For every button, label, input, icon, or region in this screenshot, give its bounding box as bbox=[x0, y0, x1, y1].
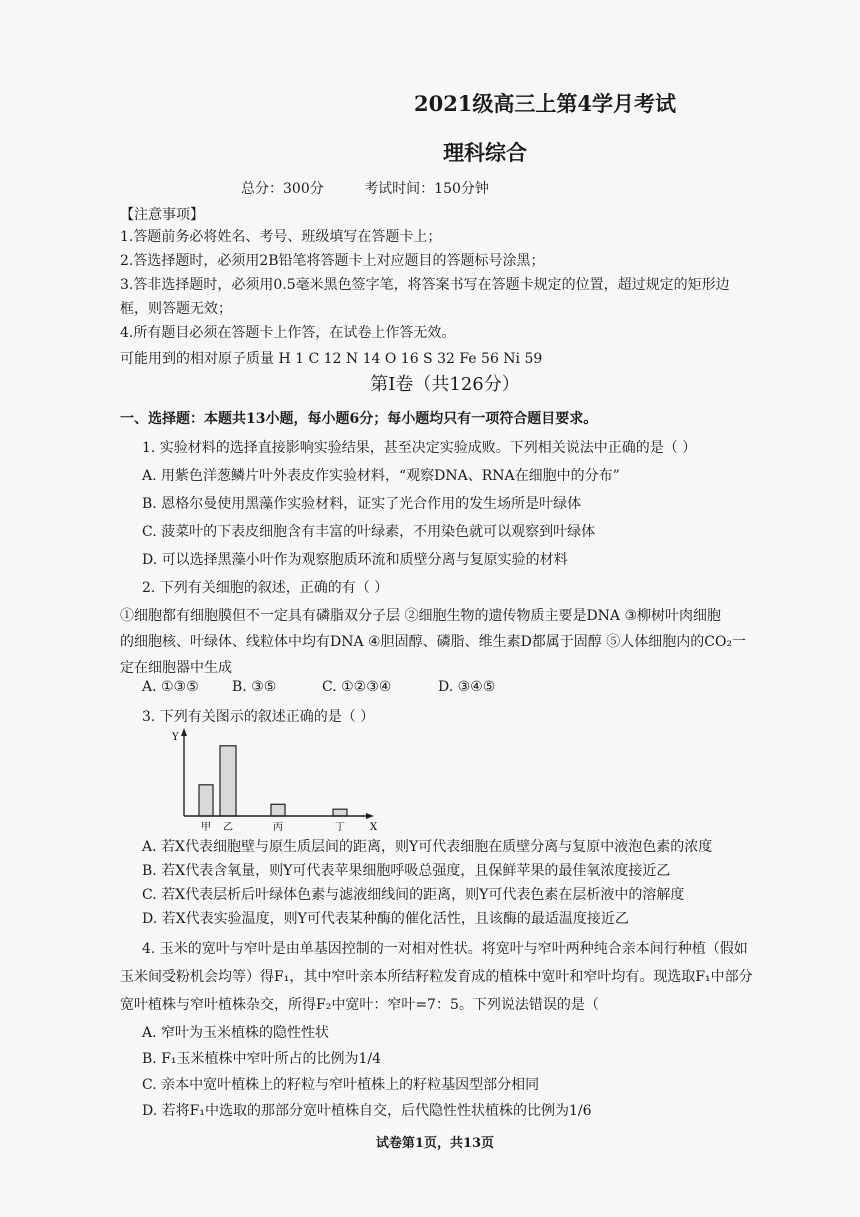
exam-title: 2021级高三上第4学月考试 bbox=[413, 91, 677, 116]
q2-body: ①细胞都有细胞膜但不一定具有磷脂双分子层 ②细胞生物的遗传物质主要是DNA ③柳树叶肉细胞 bbox=[120, 608, 722, 624]
q4-stem: 4. 玉米的宽叶与窄叶是由单基因控制的一对相对性状。将宽叶与窄叶两种纯合亲本间行种植（假如 bbox=[142, 941, 748, 957]
section-instruction: 一、选择题：本题共13小题，每小题6分；每小题均只有一项符合题目要求。 bbox=[120, 411, 598, 427]
bar-2 bbox=[220, 746, 236, 816]
q1-stem: 1. 实验材料的选择直接影响实验结果，甚至决定实验成败。下列相关说法中正确的是（ ） bbox=[142, 440, 697, 456]
atomic-masses: 可能用到的相对原子质量 H 1 C 12 N 14 O 16 S 32 Fe 56 Ni 59 bbox=[120, 351, 543, 367]
x-tick-label: 甲 bbox=[201, 822, 211, 833]
y-axis-label: Y bbox=[172, 732, 179, 743]
q2-option-b: B. ③⑤ bbox=[232, 679, 277, 695]
q2-option-d: D. ③④⑤ bbox=[438, 679, 496, 695]
notes-item: 框，则答题无效； bbox=[120, 301, 232, 317]
bars bbox=[199, 746, 347, 816]
q2-stem: 2. 下列有关细胞的叙述，正确的有（ ） bbox=[142, 580, 389, 596]
q4-stem: 宽叶植株与窄叶植株杂交，所得F₂中宽叶：窄叶=7：5。下列说法错误的是（ bbox=[120, 997, 599, 1013]
q1-option-a: A. 用紫色洋葱鳞片叶外表皮作实验材料，“观察DNA、RNA在细胞中的分布” bbox=[142, 468, 620, 484]
q3-stem: 3. 下列有关图示的叙述正确的是（ ） bbox=[142, 709, 375, 725]
q4-option-b: B. F₁玉米植株中窄叶所占的比例为1/4 bbox=[142, 1051, 382, 1067]
q1-option-d: D. 可以选择黑藻小叶作为观察胞质环流和质壁分离与复原实验的材料 bbox=[142, 552, 568, 568]
exam-meta bbox=[241, 178, 525, 198]
q3-option-a: A. 若X代表细胞壁与原生质层间的距离，则Y可代表细胞在质壁分离与复原中液泡色素的浓度 bbox=[142, 839, 713, 855]
bar-1 bbox=[199, 785, 213, 816]
notes-item: 1.答题前务必将姓名、考号、班级填写在答题卡上； bbox=[120, 229, 442, 245]
exam-time: 考试时间：150分钟 bbox=[364, 181, 489, 197]
section-title: 第Ⅰ卷（共126分） bbox=[370, 374, 520, 395]
total-score: 总分：300分 bbox=[241, 181, 324, 197]
q2-body: 的细胞核、叶绿体、线粒体中均有DNA ④胆固醇、磷脂、维生素D都属于固醇 ⑤人体细胞内的CO₂一 bbox=[120, 634, 747, 650]
exam-subtitle: 理科综合 bbox=[443, 140, 527, 165]
notes-item: 4.所有题目必须在答题卡上作答，在试卷上作答无效。 bbox=[120, 325, 456, 341]
q2-body: 定在细胞器中生成 bbox=[120, 660, 232, 676]
q4-stem: 玉米间受粉机会均等）得F₁，其中窄叶亲本所结籽粒发育成的植株中宽叶和窄叶均有。现选取F₁中部分 bbox=[120, 969, 753, 985]
q3-bar-chart bbox=[170, 728, 390, 836]
notes-item: 2.答选择题时，必须用2B铅笔将答题卡上对应题目的答题标号涂黑； bbox=[120, 253, 545, 269]
q4-option-a: A. 窄叶为玉米植株的隐性性状 bbox=[142, 1025, 330, 1041]
x-axis-arrow bbox=[366, 813, 374, 819]
q4-option-d: D. 若将F₁中选取的那部分宽叶植株自交，后代隐性性状植株的比例为1/6 bbox=[142, 1103, 592, 1119]
x-tick-label: 乙 bbox=[223, 822, 233, 833]
q1-option-c: C. 菠菜叶的下表皮细胞含有丰富的叶绿素，不用染色就可以观察到叶绿体 bbox=[142, 524, 596, 540]
q2-option-a: A. ①③⑤ bbox=[142, 679, 199, 695]
bar-4 bbox=[333, 809, 347, 816]
x-axis-label: X bbox=[370, 822, 378, 833]
notes-heading: 【注意事项】 bbox=[120, 207, 204, 223]
x-tick-label: 丁 bbox=[335, 822, 345, 833]
q1-option-b: B. 恩格尔曼使用黑藻作实验材料，证实了光合作用的发生场所是叶绿体 bbox=[142, 496, 582, 512]
y-axis-arrow bbox=[181, 728, 187, 736]
q3-option-c: C. 若X代表层析后叶绿体色素与滤液细线间的距离，则Y可代表色素在层析液中的溶解度 bbox=[142, 887, 685, 903]
bar-3 bbox=[271, 804, 285, 816]
tick-labels bbox=[201, 821, 345, 833]
q3-option-b: B. 若X代表含氧量，则Y可代表苹果细胞呼吸总强度，且保鲜苹果的最佳氧浓度接近乙 bbox=[142, 863, 671, 879]
notes-item: 3.答非选择题时，必须用0.5毫米黑色签字笔，将答案书写在答题卡规定的位置，超过规定的矩形边 bbox=[120, 277, 730, 293]
q3-option-d: D. 若X代表实验温度，则Y可代表某种酶的催化活性，且该酶的最适温度接近乙 bbox=[142, 911, 629, 927]
q4-option-c: C. 亲本中宽叶植株上的籽粒与窄叶植株上的籽粒基因型部分相同 bbox=[142, 1077, 540, 1093]
page-footer: 试卷第1页，共13页 bbox=[375, 1136, 495, 1151]
x-tick-label: 丙 bbox=[273, 822, 283, 833]
q2-option-c: C. ①②③④ bbox=[322, 679, 392, 695]
